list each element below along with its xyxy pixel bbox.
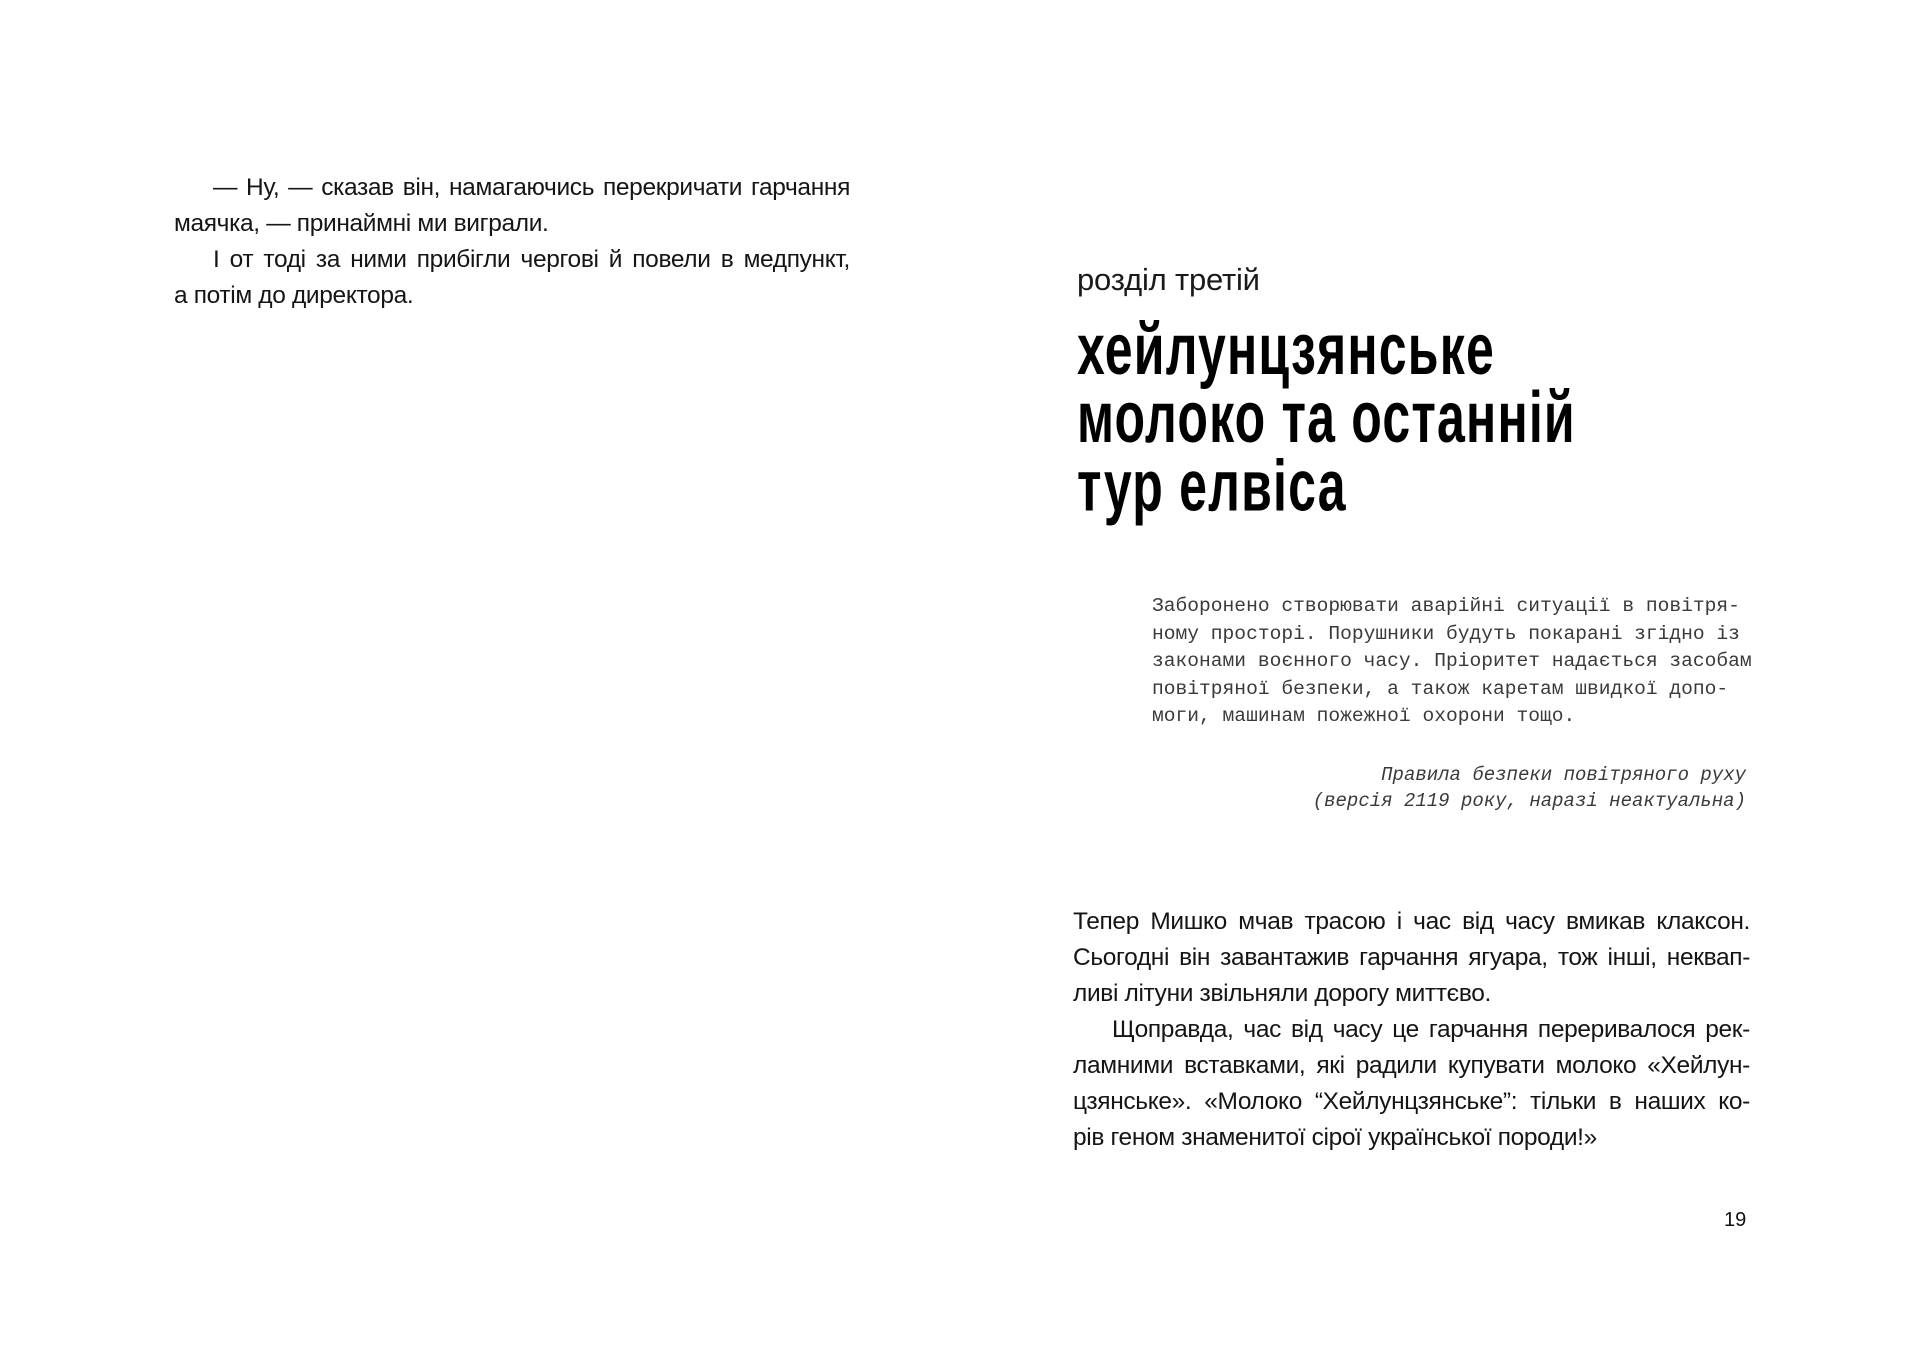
text-line: Тепер Мишко мчав трасою і час від часу вмикав клаксон. [1073, 908, 1750, 935]
right-page-body [1073, 904, 1750, 1156]
epigraph-line: ному просторі. Порушники будуть покарані згідно із [1152, 622, 1740, 645]
text-line: — Ну, — сказав він, намагаючись перекричати гарчання [213, 174, 850, 201]
text-line: ливі літуни звільняли дорогу миттєво. [1073, 980, 1491, 1007]
chapter-title-line: хейлунцзянське [1077, 308, 1495, 390]
paragraph [174, 242, 850, 314]
text-line: Щоправда, час від часу це гарчання переривалося рек- [1112, 1016, 1750, 1043]
chapter-title-line: тур елвіса [1077, 445, 1347, 527]
chapter-label: розділ третій [1077, 262, 1260, 297]
text-line: цзянське». «Молоко “Хейлунцзянське”: тільки в наших ко- [1073, 1088, 1750, 1115]
left-page-body [174, 170, 850, 314]
paragraph [174, 170, 850, 242]
chapter-title [1077, 308, 1576, 527]
text-line: а потім до директора. [174, 282, 414, 309]
epigraph-line: Заборонено створювати аварійні ситуації в повітря- [1152, 595, 1740, 617]
chapter-title-line: молоко та останній [1077, 376, 1576, 459]
epigraph-line: законами воєнного часу. Пріоритет надається засобам [1152, 650, 1752, 672]
text-line: маячка, — принаймні ми виграли. [174, 210, 549, 237]
epigraph-line: повітряної безпеки, а також каретам швидкої допо- [1152, 677, 1729, 700]
text-line: І от тоді за ними прибігли чергові й повели в медпункт, [213, 246, 850, 273]
right-page [960, 0, 1920, 1345]
paragraph [1073, 1012, 1750, 1156]
attribution-line: Правила безпеки повітряного руху [1381, 764, 1746, 786]
paragraph [1073, 904, 1750, 1012]
page-number: 19 [1724, 1209, 1747, 1231]
text-line: рів геном знаменитої сірої української породи!» [1073, 1124, 1597, 1151]
text-line: ламними вставками, які радили купувати молоко «Хейлун- [1073, 1052, 1750, 1079]
attribution-line: (версія 2119 року, наразі неактуальна) [1312, 790, 1746, 812]
epigraph-attribution [1152, 762, 1746, 814]
text-line: Сьогодні він завантажив гарчання ягуара, тож інші, неквап- [1073, 944, 1750, 971]
epigraph [1152, 593, 1752, 731]
epigraph-line: моги, машинам пожежної охорони тощо. [1152, 705, 1576, 727]
